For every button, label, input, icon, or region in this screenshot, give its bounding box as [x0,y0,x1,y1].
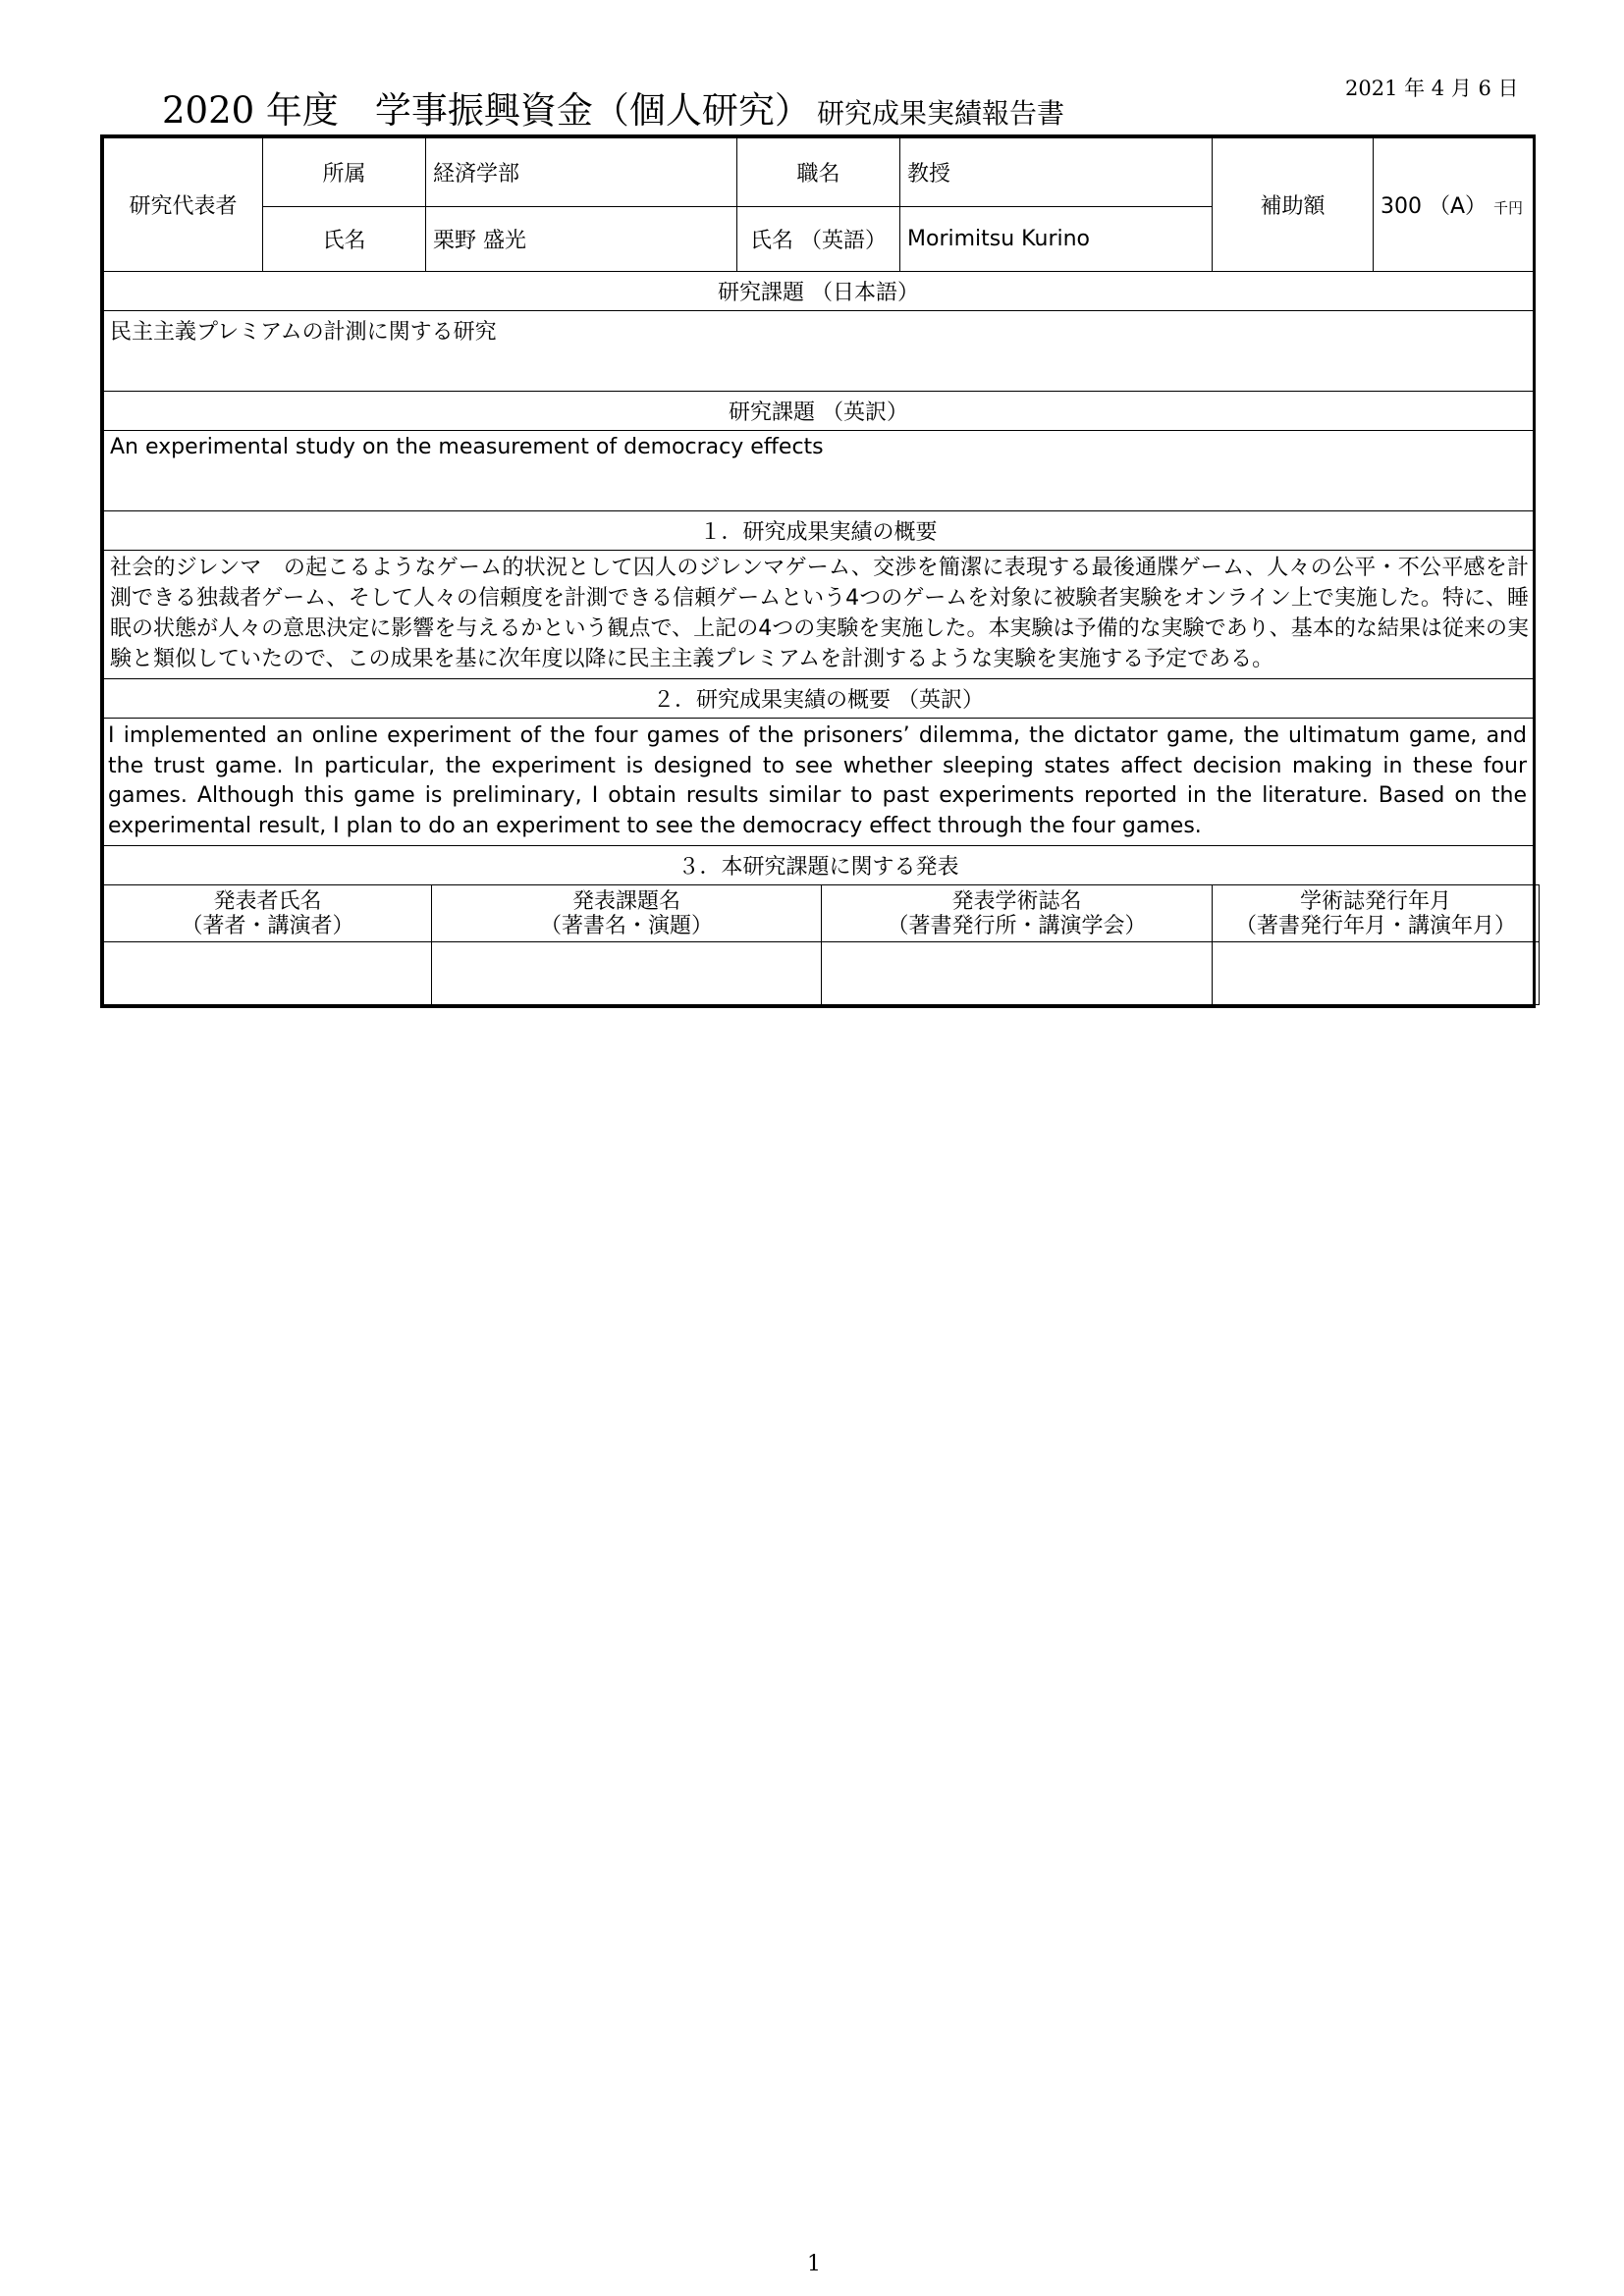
pub-col-journal: 発表学術誌名 （著書発行所・講演学会） [822,885,1213,942]
summary-jp-text: 社会的ジレンマ の起こるようなゲーム的状況として囚人のジレンマゲーム、交渉を簡潔に表現する最後通牒ゲーム、人々の公平・不公平感を計測できる独裁者ゲーム、そして人々の信頼度を計測できる信頼ゲームという4つのゲームを対象に被験者実験をオンライン上で実施した。特に、睡眠の状態が人々の意思決定に影響を与えるかという観点で、上記の4つの実験を実施した。本実験は予備的な実験であり、基本的な結果は従来の実験と類似していたので、この成果を基に次年度以降に民主主義プレミアムを計測するような実験を実施する予定である。 [104,551,1534,679]
pub-col-title: 発表課題名 （著書名・演題） [432,885,822,942]
affiliation-value: 経済学部 [426,138,737,207]
page-title [162,80,1064,133]
title-jp-heading: 研究課題 （日本語） [104,272,1534,311]
name-en-value: Morimitsu Kurino [900,207,1213,272]
position-value: 教授 [900,138,1213,207]
report-date: 2021 年 4 月 6 日 [1345,77,1519,100]
page-title-main: 2020 年度 学事振興資金（個人研究） [162,89,811,132]
pub-cell-date [1213,942,1540,1005]
grant-value: 300 （A） [1380,194,1488,219]
publications-table [103,884,1540,1005]
summary-jp-heading: １．研究成果実績の概要 [104,511,1534,551]
table-row [104,942,1540,1005]
name-label: 氏名 [263,207,426,272]
page-title-sub: 研究成果実績報告書 [816,97,1064,130]
info-table [103,137,1534,885]
title-en-text: An experimental study on the measurement of democracy effects [104,431,1534,511]
publications-heading: ３．本研究課題に関する発表 [104,846,1534,885]
title-en-heading: 研究課題 （英訳） [104,392,1534,431]
name-value: 栗野 盛光 [426,207,737,272]
affiliation-label: 所属 [263,138,426,207]
position-label: 職名 [737,138,900,207]
pub-cell-journal [822,942,1213,1005]
title-jp-text: 民主主義プレミアムの計測に関する研究 [104,311,1534,392]
grant-label: 補助額 [1213,138,1374,272]
pub-cell-title [432,942,822,1005]
grant-cell [1374,138,1534,272]
representative-label: 研究代表者 [104,138,263,272]
pub-col-date: 学術誌発行年月 （著書発行年月・講演年月） [1213,885,1540,942]
summary-en-heading: ２．研究成果実績の概要 （英訳） [104,679,1534,719]
page-number: 1 [807,2252,821,2276]
summary-en-text: I implemented an online experiment of the four games of the prisoners’ dilemma, the dictator game, the ultimatum game, and the trust game. In particular, the experiment is designed to see whether sleeping states affect decision making in these four games. Although this game is preliminary, I obtain results similar to past experiments reported in the literature. Based on the experimental result, I plan to do an experiment to see the democracy effect through the four games. [104,719,1534,846]
report-form [100,134,1536,1008]
pub-cell-presenter [104,942,432,1005]
name-en-label: 氏名 （英語） [737,207,900,272]
pub-col-presenter: 発表者氏名 （著者・講演者） [104,885,432,942]
grant-unit: 千円 [1493,199,1524,217]
